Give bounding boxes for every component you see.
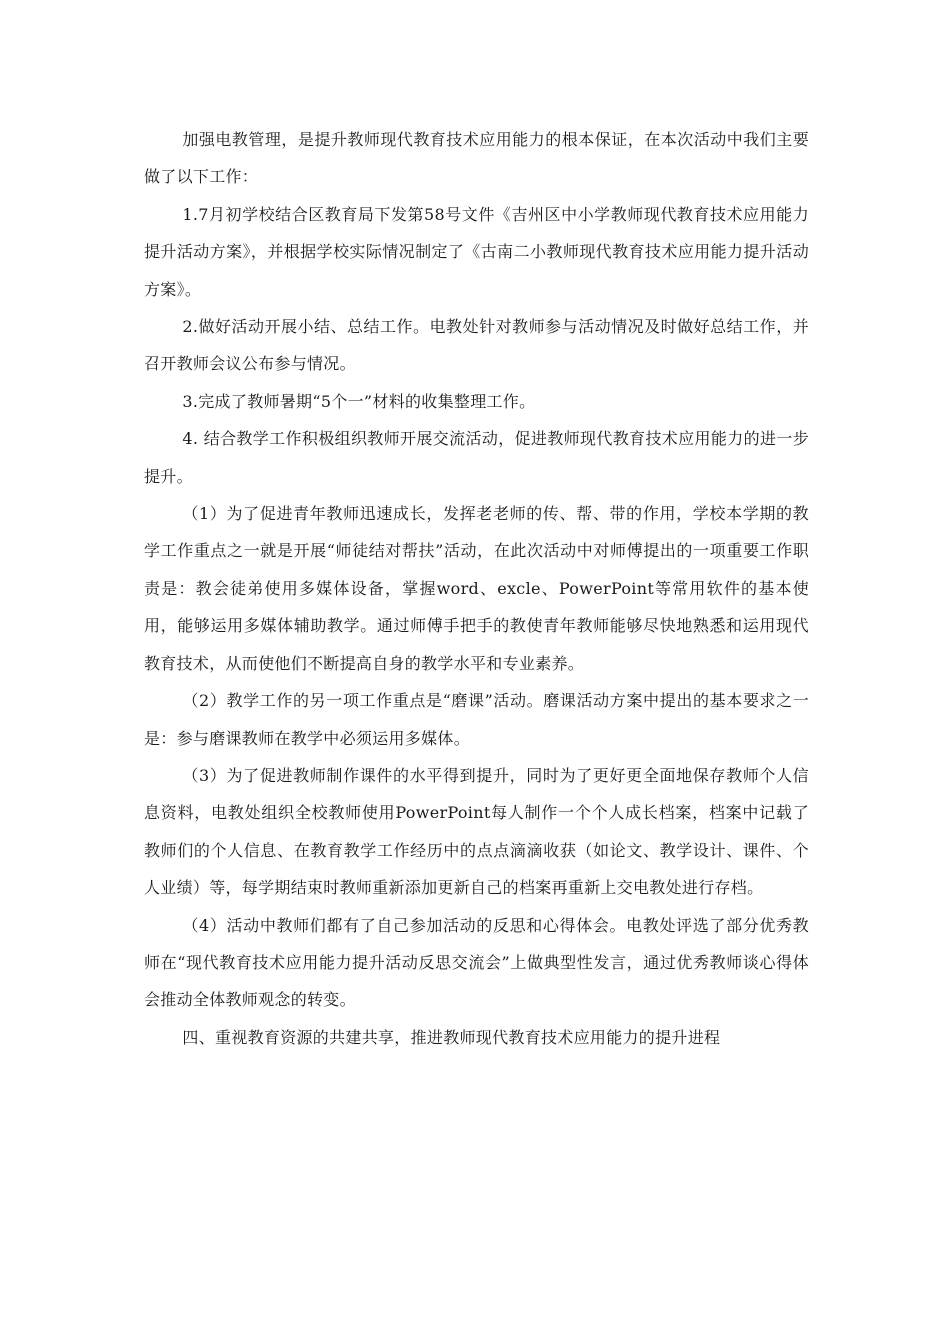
item-1-paragraph: 1.7月初学校结合区教育局下发第58号文件《吉州区中小学教师现代教育技术应用能力提升活动方案》，并根据学校实际情况制定了《古南二小教师现代教育技术应用能力提升活动方案》。 [144, 204, 809, 299]
intro-paragraph: 加强电教管理，是提升教师现代教育技术应用能力的根本保证，在本次活动中我们主要做了以下工作： [144, 130, 809, 187]
sub-item-4-paragraph: （4）活动中教师们都有了自己参加活动的反思和心得体会。电教处评选了部分优秀教师在“现代教育技术应用能力提升活动反思交流会”上做典型性发言，通过优秀教师谈心得体会推动全体教师观念的转变。 [144, 915, 809, 1010]
sub-item-2-paragraph: （2）教学工作的另一项工作重点是“磨课”活动。磨课活动方案中提出的基本要求之一是：参与磨课教师在教学中必须运用多媒体。 [144, 691, 809, 748]
item-2-paragraph: 2.做好活动开展小结、总结工作。电教处针对教师参与活动情况及时做好总结工作，并召开教师会议公布参与情况。 [144, 317, 809, 374]
item-4-paragraph: 4. 结合教学工作积极组织教师开展交流活动，促进教师现代教育技术应用能力的进一步提升。 [144, 429, 809, 486]
document-body [144, 121, 809, 1056]
sub-item-3-paragraph: （3）为了促进教师制作课件的水平得到提升，同时为了更好更全面地保存教师个人信息资料，电教处组织全校教师使用PowerPoint每人制作一个个人成长档案，档案中记载了教师们的个人信息、在教育教学工作经历中的点点滴滴收获（如论文、教学设计、课件、个人业绩）等，每学期结束时教师重新添加更新自己的档案再重新上交电教处进行存档。 [144, 765, 809, 898]
section-4-heading: 四、重视教育资源的共建共享，推进教师现代教育技术应用能力的提升进程 [182, 1027, 721, 1047]
sub-item-1-paragraph: （1）为了促进青年教师迅速成长，发挥老老师的传、帮、带的作用，学校本学期的教学工作重点之一就是开展“师徒结对帮扶”活动，在此次活动中对师傅提出的一项重要工作职责是：教会徒弟使用多媒体设备，掌握word、excle、PowerPoint等常用软件的基本使用，能够运用多媒体辅助教学。通过师傅手把手的教使青年教师能够尽快地熟悉和运用现代教育技术，从而使他们不断提高自身的教学水平和专业素养。 [144, 504, 809, 673]
item-3-paragraph: 3.完成了教师暑期“5个一”材料的收集整理工作。 [182, 391, 536, 411]
